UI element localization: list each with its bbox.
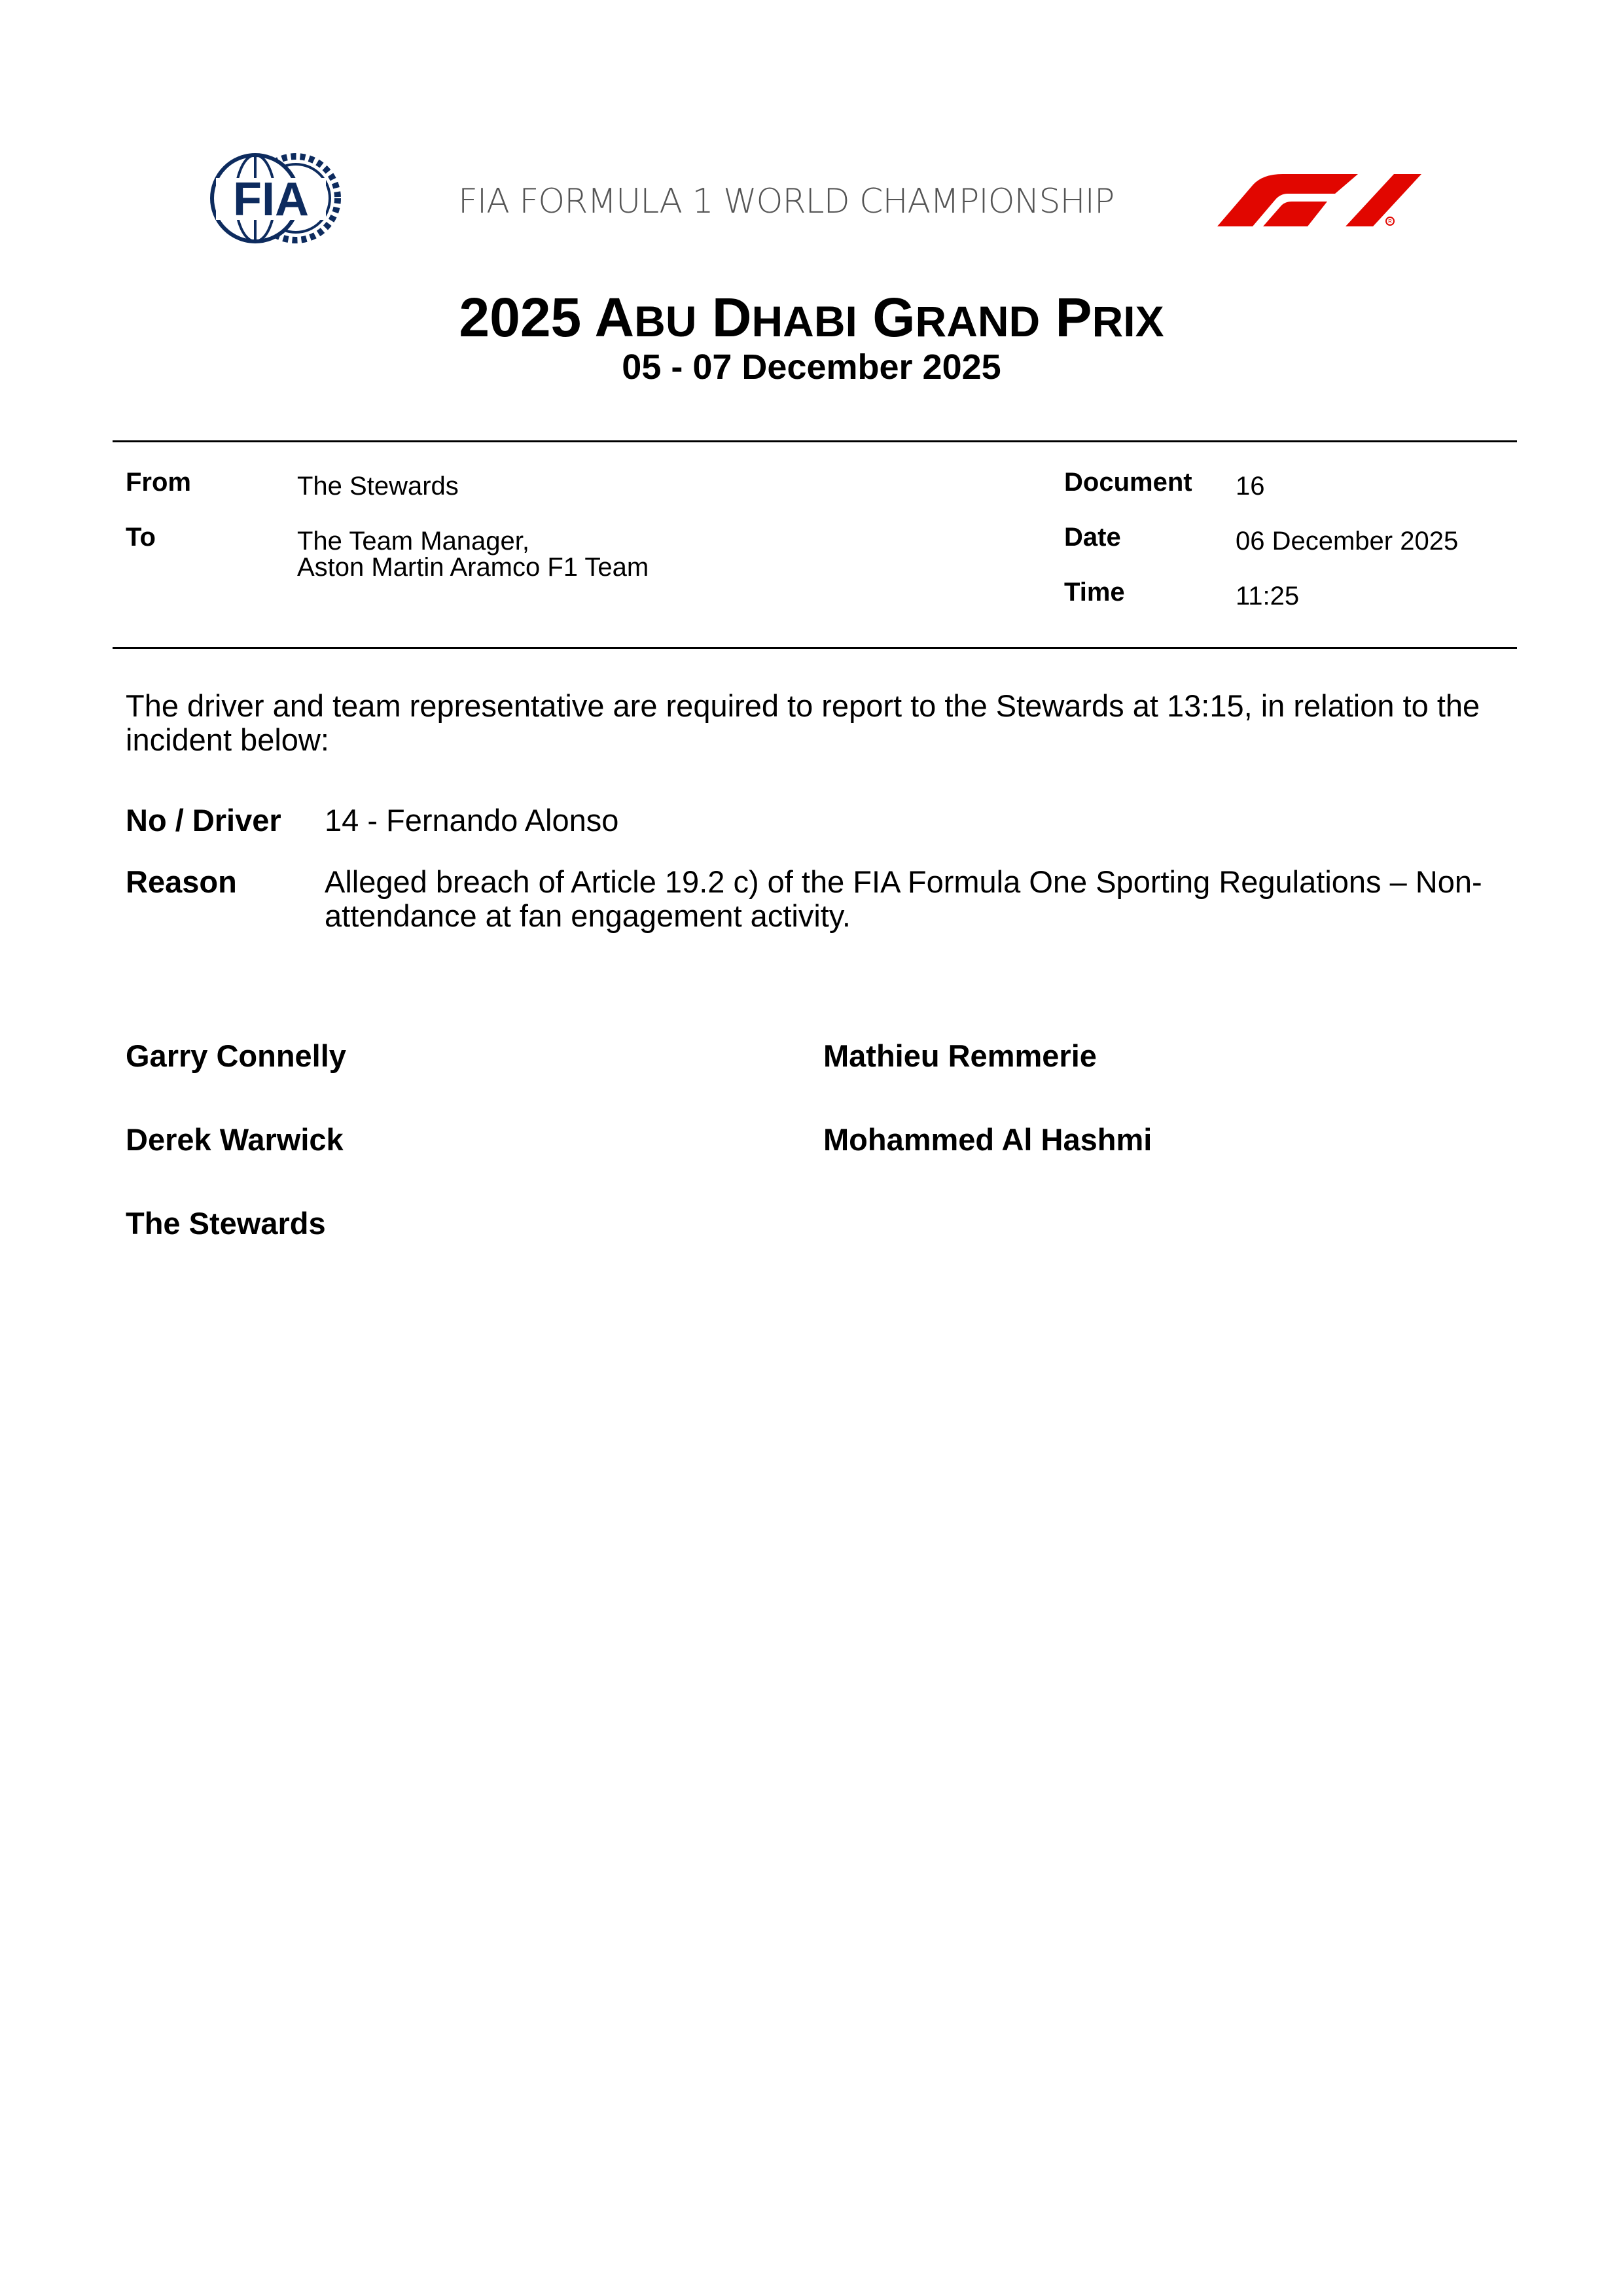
to-value-line-2: Aston Martin Aramco F1 Team bbox=[297, 553, 649, 582]
header-divider-bottom bbox=[113, 647, 1517, 649]
time-label: Time bbox=[1064, 578, 1125, 607]
header-divider-top bbox=[113, 440, 1517, 442]
steward-name: Mathieu Remmerie bbox=[823, 1038, 1097, 1073]
reason-value: Alleged breach of Article 19.2 c) of the FIA Formula One Sporting Regulations – Non-attendance at fan engagement activity. bbox=[325, 864, 1482, 933]
event-year: 2025 bbox=[459, 287, 582, 348]
steward-name: Garry Connelly bbox=[126, 1038, 346, 1073]
from-value: The Stewards bbox=[297, 472, 459, 501]
fia-logo-text: FIA bbox=[233, 173, 309, 226]
closing-signature: The Stewards bbox=[126, 1206, 326, 1241]
to-label: To bbox=[126, 523, 156, 552]
event-name-word: G bbox=[872, 287, 916, 348]
document-label: Document bbox=[1064, 468, 1192, 497]
event-name-word-rest: RAND bbox=[915, 297, 1041, 345]
date-label: Date bbox=[1064, 523, 1121, 552]
steward-name: Derek Warwick bbox=[126, 1122, 344, 1157]
document-value: 16 bbox=[1236, 472, 1265, 501]
championship-title: FIA FORMULA 1 WORLD CHAMPIONSHIP bbox=[458, 182, 1115, 221]
event-name-word-rest: RIX bbox=[1092, 297, 1164, 345]
event-name-word-rest: HABI bbox=[751, 297, 857, 345]
from-label: From bbox=[126, 468, 191, 497]
steward-name: Mohammed Al Hashmi bbox=[823, 1122, 1152, 1157]
reason-label: Reason bbox=[126, 864, 237, 899]
event-name-word: A bbox=[594, 287, 635, 348]
date-value: 06 December 2025 bbox=[1236, 527, 1459, 556]
driver-label: No / Driver bbox=[126, 803, 281, 838]
time-value: 11:25 bbox=[1236, 582, 1300, 610]
f1-logo bbox=[1217, 171, 1421, 226]
event-name-word-rest: BU bbox=[634, 297, 697, 345]
event-name-word: P bbox=[1055, 287, 1092, 348]
event-dates: 05 - 07 December 2025 bbox=[622, 347, 1001, 387]
svg-text:R: R bbox=[1388, 219, 1392, 224]
summons-intro: The driver and team representative are required to report to the Stewards at 13:15, in relation to the incident below: bbox=[126, 688, 1480, 757]
event-name-word: D bbox=[711, 287, 752, 348]
fia-logo bbox=[208, 152, 344, 245]
driver-value: 14 - Fernando Alonso bbox=[325, 803, 619, 838]
to-value-line-1: The Team Manager, bbox=[297, 527, 530, 556]
event-title bbox=[0, 285, 1623, 354]
